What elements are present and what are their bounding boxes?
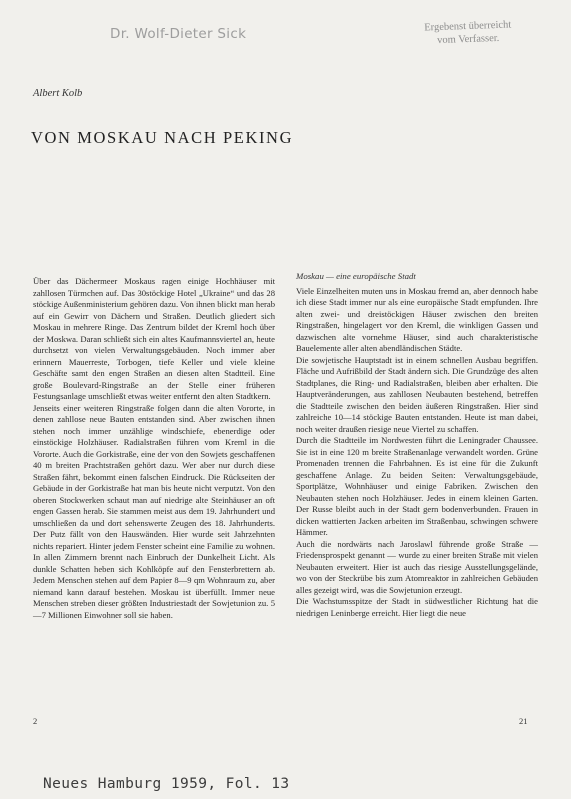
- gift-stamp-line-2: vom Verfasser.: [436, 32, 500, 47]
- left-paragraph-2: Jenseits einer weiteren Ringstraße folgen dann die alten Vororte, in denen zahllose neue Bauten entstanden sind. Aber zwischen ihnen stehen noch immer unzählige windschiefe, ebenerdige oder einstöckige Holzhäuser. Radialstraßen führen vom Kreml in die Vororte. Auch die Gorkistraße, eine der von den Sowjets geschaffenen 40 m breiten Prachtstraßen gehört dazu. Wer aber nur durch diese Straßen fährt, bekommt einen falschen Eindruck. Die Rückseiten der Gebäude in der Gorkistraße hat man bis heute nicht verputzt. Von den oberen Stockwerken schaut man auf niedrige alte Steinhäuser an oft engen Gassen herab. Sie stammen meist aus dem 19. Jahrhundert und umschließen da und dort sehenswerte Zeugen des 18. Jahrhunderts. Der Putz fällt von den Hauswänden. Hier wurde seit Jahrzehnten nichts repariert. Hinter jedem Fenster scheint eine Familie zu wohnen. In allen Zimmern brennt nach Einbruch der Dunkelheit Licht. Als dunkle Schatten heben sich Kohlköpfe auf den Fensterbrettern ab. Jedem Menschen stehen auf dem Papier 8—9 qm Wohnraum zu, aber niemand kann darauf bestehen. Moskau ist überfüllt. Immer neue Menschen streben dieser größten Industriestadt der Sowjetunion zu. 5—7 Millionen Einwohner soll sie haben.: [33, 402, 275, 620]
- left-paragraph-1: Über das Dächermeer Moskaus ragen einige Hochhäuser mit zahllosen Türmchen auf. Das 30stöckige Hotel „Ukraine“ und das 28 stöckige Außenministerium gehören dazu. Von ihnen blickt man herab auf ein Gewirr von Dächern und Straßen. Deutlich gliedert sich Moskau in mehrere Ringe. Das Zentrum bildet der Kreml hoch über der Moskwa. Daran schließt sich ein altes Kaufmannsviertel an, heute durchsetzt von vielen Verwaltungsgebäuden. Noch immer aber erinnern Mauerreste, Torbogen, tiefe Keller und viele kleine Geschäfte samt den engen Straßen an diesen alten Stadtteil. Eine große Boulevard-Ringstraße an der Stelle einer früheren Festungsanlage umschließt etwas weiter entfernt den alten Stadtkern.: [33, 276, 275, 401]
- page-number-left: 2: [33, 716, 38, 726]
- article-title: VON MOSKAU NACH PEKING: [31, 128, 294, 148]
- section-heading: Moskau — eine europäische Stadt: [296, 271, 416, 281]
- handwritten-reference: Neues Hamburg 1959, Fol. 13: [43, 776, 290, 792]
- right-paragraph-1: Viele Einzelheiten muten uns in Moskau fremd an, aber dennoch habe ich diese Stadt immer nur als eine europäische Stadt empfunden. Ihre alten zwei- und dreistöckigen Häuser zwischen den breiten Ringstraßen, hingelagert vor den Kreml, die winkligen Gassen und dazwischen alte vornehme Häuser, sind auch charakteristische Bauelemente aller alten abendländischen Städte.: [296, 285, 538, 353]
- right-column: [296, 271, 538, 619]
- left-column: [33, 276, 275, 621]
- right-paragraph-5: Die Wachstumsspitze der Stadt in südwestlicher Richtung hat die niedrigen Leninberge erreicht. Hier liegt die neue: [296, 596, 538, 618]
- page-number-right: 21: [519, 716, 528, 726]
- gift-stamp-line-1: Ergebenst überreicht: [424, 19, 512, 34]
- name-stamp: Dr. Wolf-Dieter Sick: [110, 26, 247, 42]
- right-paragraph-3: Durch die Stadtteile im Nordwesten führt die Leningrader Chaussee. Sie ist in eine 120 m breite Straßenanlage verwandelt worden. Grüne Promenaden trennen die Fahrbahnen. Es ist eine für die Zukunft geschaffene Anlage. Zu beiden Seiten: Verwaltungsgebäude, Sportplätze, Wohnhäuser und einige Fabriken. Zwischen den Neubauten stehen noch Holzhäuser. Jedes in einem kleinen Garten. Der Russe bleibt auch in der Stadt gern bodenverbunden. Frauen in dicken wattierten Jacken arbeiten im Straßenbau, schwingen schwere Hämmer.: [296, 435, 538, 537]
- right-paragraph-2: Die sowjetische Hauptstadt ist in einem schnellen Ausbau begriffen. Fläche und Aufrißbild der Stadt ändern sich. Die Grundzüge des alten Stadtplanes, die Ring- und Radialstraßen, bleiben aber erhalten. Die Hauptveränderungen, aus zahllosen Neubauten bestehend, betreffen die Stadtteile zwischen den beiden äußeren Ringstraßen. Hier sind zahlreiche 10—14 stöckige Bauten entstanden. Heute ist man dabei, noch weiter draußen riesige neue Viertel zu schaffen.: [296, 354, 538, 434]
- gift-stamp: [418, 18, 519, 47]
- right-paragraph-4: Auch die nordwärts nach Jaroslawl führende große Straße — Friedensprospekt genannt — wurde zu einer breiten Straße mit vielen Neubauten erweitert. Hier ist auch das riesige Ausstellungsgelände, wo von der Steckrübe bis zum Atomreaktor in zahlreichen Gebäuden alles gezeigt wird, was die Sowjetunion erzeugt.: [296, 538, 538, 595]
- author-name: Albert Kolb: [33, 88, 83, 99]
